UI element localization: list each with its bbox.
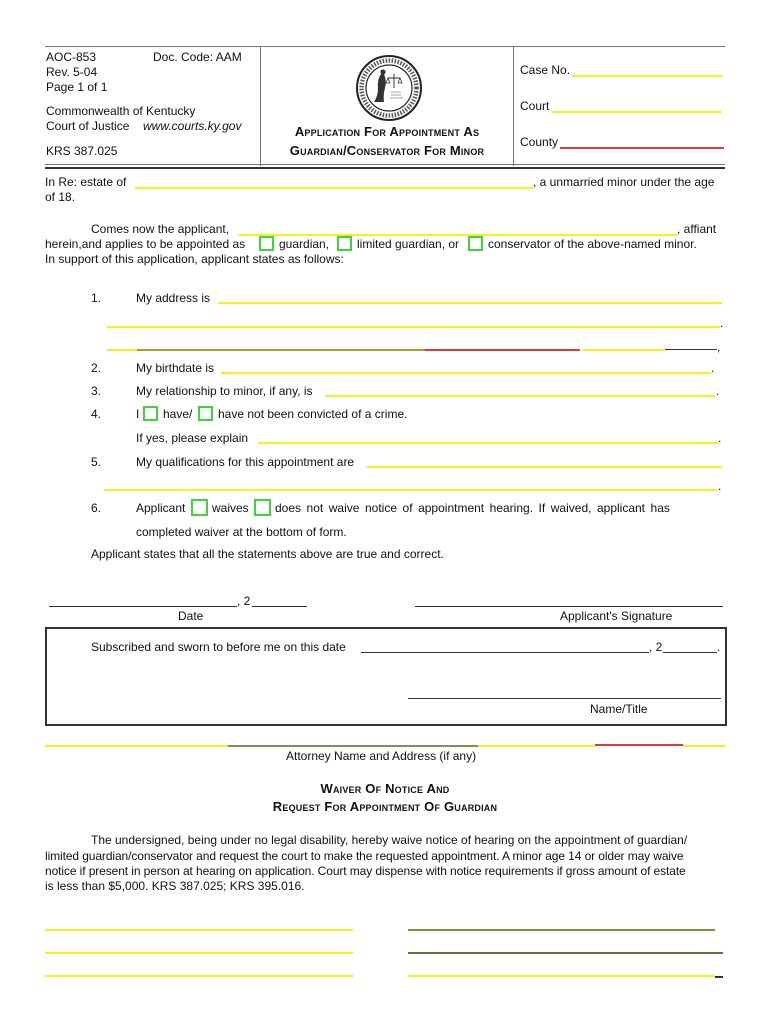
item-6-line-2: completed waiver at the bottom of form.	[136, 525, 347, 539]
county-underline	[560, 147, 724, 149]
date-input[interactable]	[49, 593, 237, 607]
waiver-right-line-2	[408, 952, 723, 954]
header-divider-left	[260, 46, 261, 166]
court-underline	[552, 111, 722, 113]
address-city-underline-b	[137, 349, 425, 351]
name-title-input[interactable]	[408, 685, 721, 699]
name-title-underline	[408, 698, 721, 699]
case-no-input[interactable]	[572, 62, 722, 76]
address-extra-underline	[665, 349, 717, 350]
waiver-right-line-1-input[interactable]	[408, 916, 715, 930]
page-indicator: Page 1 of 1	[46, 80, 108, 94]
waiver-left-line-2	[45, 952, 353, 954]
qualifications-line-2-underline	[104, 489, 717, 491]
in-re-suffix: , a unmarried minor under the age	[533, 175, 715, 189]
address-line-2-underline	[107, 326, 720, 328]
address-zip-underline	[583, 349, 665, 351]
date-label: Date	[178, 609, 204, 623]
waiver-left-line-3-input[interactable]	[45, 962, 353, 976]
estate-of-input[interactable]	[135, 174, 533, 188]
applies-label: herein,and applies to be appointed as	[45, 237, 246, 251]
waiver-right-line-3-end	[715, 976, 723, 978]
date-year-prefix: , 2	[237, 594, 251, 608]
address-line-2-input[interactable]	[107, 313, 720, 327]
sworn-label: Subscribed and sworn to before me on this date	[91, 640, 346, 654]
birthdate-underline	[221, 372, 711, 374]
county-label: County	[520, 135, 559, 149]
waiver-left-line-2-input[interactable]	[45, 939, 353, 953]
revision: Rev. 5-04	[46, 65, 98, 79]
doc-code: Doc. Code: AAM	[153, 50, 242, 64]
affiant-label: , affiant	[677, 222, 717, 236]
have-not-convicted-checkbox[interactable]	[198, 406, 213, 421]
waiver-right-line-3	[408, 975, 715, 977]
county-input[interactable]	[560, 134, 724, 148]
have-convicted-checkbox[interactable]	[143, 406, 158, 421]
form-title-line-1: Application For Appointment As	[294, 124, 480, 139]
attorney-underline-b	[228, 745, 478, 747]
waives-label: waives	[212, 501, 249, 515]
conservator-label: conservator of the above-named minor.	[488, 237, 697, 251]
limited-guardian-label: limited guardian, or	[357, 237, 460, 251]
limited-guardian-checkbox[interactable]	[337, 236, 352, 251]
period: .	[720, 316, 724, 330]
header-top-rule	[45, 46, 725, 47]
period: .	[716, 384, 720, 398]
waives-checkbox[interactable]	[191, 499, 208, 516]
does-not-waive-checkbox[interactable]	[254, 499, 271, 516]
sworn-year-prefix: , 2	[649, 640, 663, 654]
comma: ,	[717, 340, 721, 354]
in-re-label: In Re: estate of	[45, 175, 127, 189]
qualifications-line-1-underline	[367, 466, 722, 468]
support-text: In support of this application, applicant states as follows:	[45, 252, 344, 266]
applicant-name-underline	[239, 234, 677, 236]
waiver-paragraph-line-4: is less than $5,000. KRS 387.025; KRS 395.016.	[45, 879, 305, 893]
name-title-label: Name/Title	[590, 702, 648, 716]
item-1-label: My address is	[136, 291, 211, 305]
court-label: Court	[520, 99, 550, 113]
attorney-input[interactable]	[45, 731, 725, 745]
address-state-underline	[425, 349, 580, 351]
item-4-number: 4.	[91, 407, 102, 421]
waiver-title-line-1: Waiver Of Notice And	[320, 781, 450, 796]
sworn-date-input[interactable]	[361, 639, 649, 653]
relationship-underline	[325, 395, 715, 397]
waiver-paragraph-line-3: notice if present in person at hearing on application. Court may dispense with notice requirements if gross amount of estate	[45, 864, 686, 878]
header-bottom-rule	[45, 164, 725, 165]
address-city-underline-a	[107, 349, 137, 351]
period: .	[718, 479, 722, 493]
sworn-year-underline	[663, 652, 717, 653]
item-3-number: 3.	[91, 384, 102, 398]
attorney-underline-c	[478, 745, 595, 747]
guardian-checkbox[interactable]	[259, 236, 274, 251]
item-2-label: My birthdate is	[136, 361, 215, 375]
conservator-checkbox[interactable]	[468, 236, 483, 251]
estate-of-underline	[135, 187, 533, 189]
guardian-label: guardian,	[279, 237, 330, 251]
waiver-title-line-2: Request For Appointment Of Guardian	[272, 799, 498, 814]
waiver-left-line-1-input[interactable]	[45, 916, 353, 930]
waiver-paragraph-line-1: The undersigned, being under no legal disability, hereby waive notice of hearing on the appointment of guardian/	[91, 833, 688, 847]
attorney-label: Attorney Name and Address (if any)	[286, 749, 477, 763]
statute: KRS 387.025	[46, 144, 118, 158]
item-5-number: 5.	[91, 455, 102, 469]
waiver-left-line-1	[45, 929, 353, 931]
sworn-date-underline	[361, 652, 649, 653]
header-bottom-rule-thick	[45, 167, 725, 169]
header-divider-right	[513, 46, 514, 166]
does-not-waive-label: does not waive notice of appointment hearing. If waived, applicant has	[275, 501, 670, 515]
item-3-label: My relationship to minor, if any, is	[136, 384, 313, 398]
signature-input[interactable]	[415, 592, 723, 606]
attorney-underline-a	[45, 745, 228, 747]
court-input[interactable]	[552, 98, 722, 112]
comes-now-label: Comes now the applicant,	[91, 222, 230, 236]
have-not-label: have not been convicted of a crime.	[218, 407, 408, 421]
waiver-right-line-2-input[interactable]	[408, 939, 723, 953]
item-5-label: My qualifications for this appointment are	[136, 455, 355, 469]
sworn-end: .	[717, 640, 721, 654]
in-re-suffix-2: of 18.	[45, 190, 76, 204]
waiver-right-line-3-input[interactable]	[408, 962, 723, 976]
true-correct-statement: Applicant states that all the statements above are true and correct.	[91, 547, 444, 561]
kentucky-seal-icon	[355, 54, 423, 122]
date-year-input[interactable]	[252, 593, 307, 607]
item-4-label-i: I	[136, 407, 140, 421]
signature-underline	[415, 606, 723, 607]
explain-label: If yes, please explain	[136, 431, 249, 445]
form-title-line-2: Guardian/Conservator For Minor	[289, 143, 485, 158]
comma: .	[718, 431, 722, 445]
item-6-number: 6.	[91, 501, 102, 515]
address-line-1-underline	[218, 302, 722, 304]
case-no-underline	[572, 75, 722, 77]
attorney-underline-d	[595, 744, 683, 746]
court-of-justice: Court of Justice	[46, 119, 130, 133]
website-link[interactable]: www.courts.ky.gov	[143, 119, 242, 133]
item-2-number: 2.	[91, 361, 102, 375]
explain-underline	[258, 442, 718, 444]
item-6-applicant-label: Applicant	[136, 501, 186, 515]
waiver-right-line-1	[408, 929, 715, 931]
jurisdiction: Commonwealth of Kentucky	[46, 104, 196, 118]
have-label: have/	[163, 407, 193, 421]
date-year-underline	[252, 606, 307, 607]
applicant-name-input[interactable]	[239, 221, 677, 235]
waiver-paragraph-line-2: limited guardian/conservator and request the court to make the requested appointment. A minor age 14 or older may waive	[45, 849, 684, 863]
item-1-number: 1.	[91, 291, 102, 305]
signature-label: Applicant's Signature	[560, 609, 673, 623]
sworn-year-input[interactable]	[663, 639, 717, 653]
period: .	[711, 361, 715, 375]
attorney-underline-e	[683, 745, 725, 747]
waiver-left-line-3	[45, 975, 353, 977]
case-no-label: Case No.	[520, 63, 571, 77]
form-number: AOC-853	[46, 50, 97, 64]
